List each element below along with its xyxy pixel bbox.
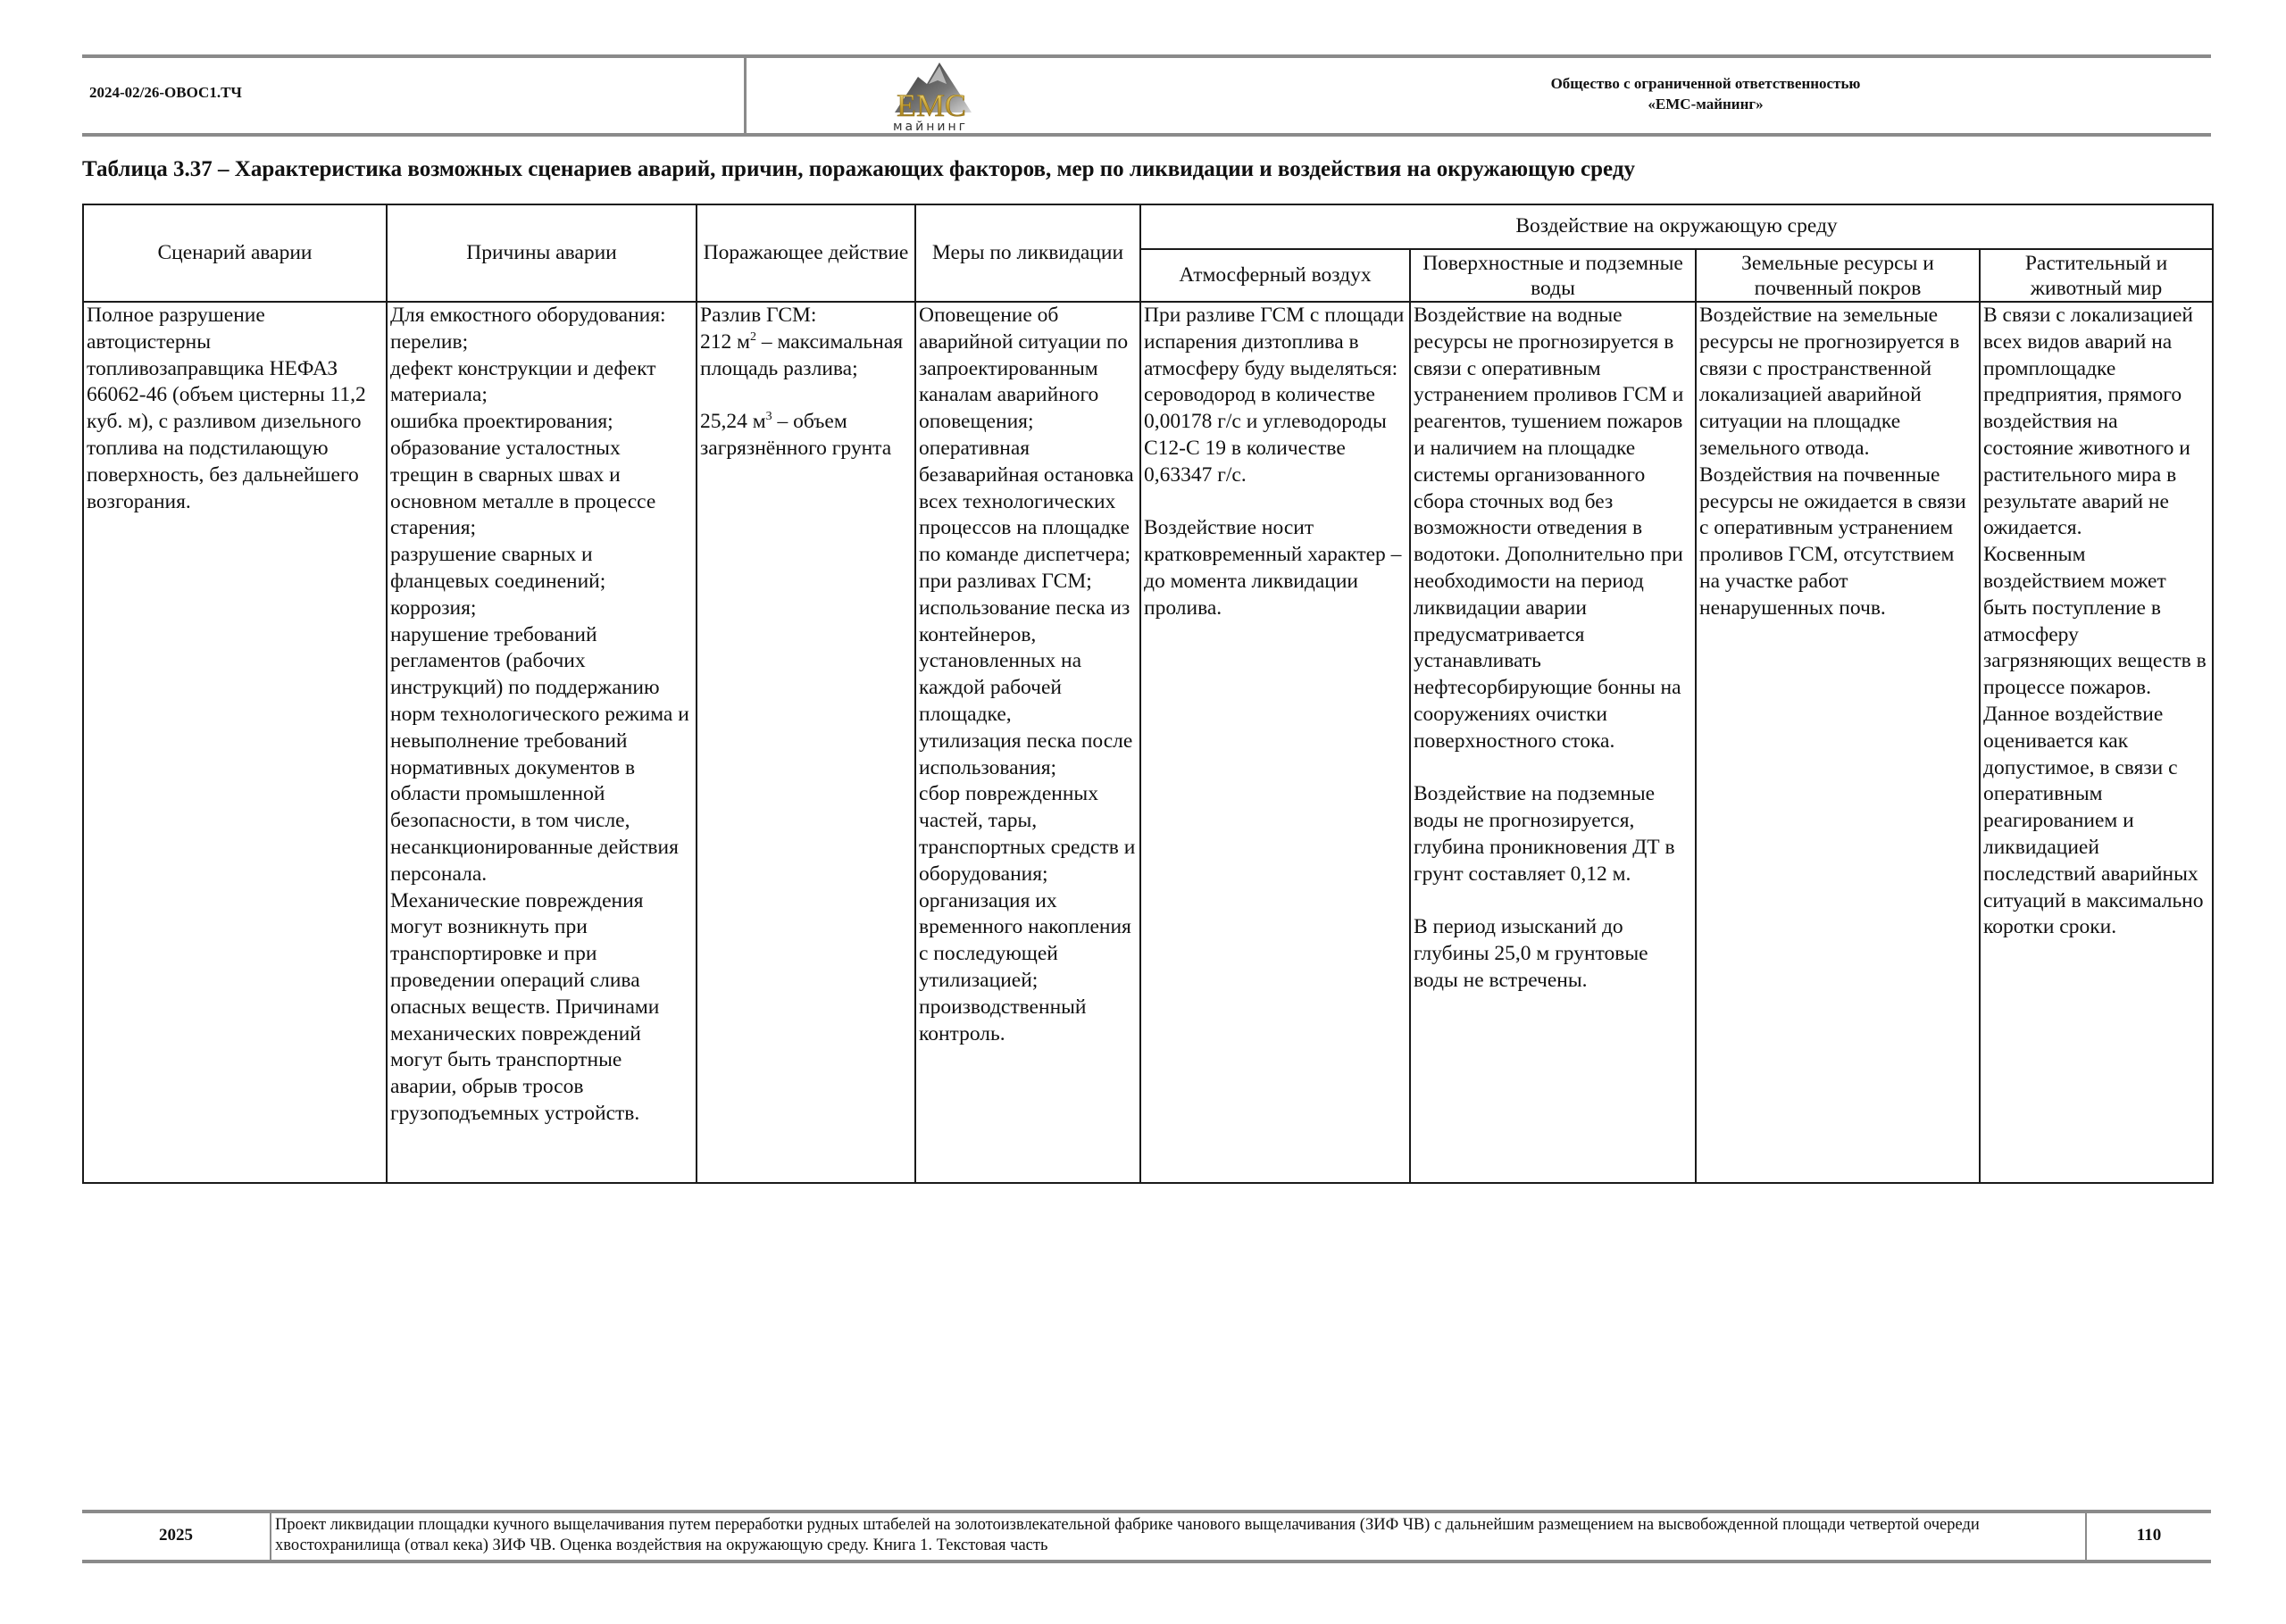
cell-flora-fauna	[1980, 302, 2213, 1183]
table-row	[83, 302, 2213, 1183]
land-text: Воздействие на земельные ресурсы не прогнозируется в связи с пространственной локализацией аварийной ситуации на площадке земельного отвода. Воздействия на почвенные ресурсы не ожидается в связи с оперативным устранением проливов ГСМ, отсутствием на участке работ ненарушенных почв.	[1699, 304, 1966, 620]
header-environmental-impact: Воздействие на окружающую среду	[1140, 204, 2213, 249]
svg-text:EMC: EMC	[897, 87, 967, 123]
cell-atmospheric-air	[1140, 302, 1410, 1183]
cell-land-soil	[1696, 302, 1980, 1183]
footer-bottom-rule	[82, 1560, 2211, 1563]
cell-damaging-action	[697, 302, 915, 1183]
cell-causes	[387, 302, 697, 1183]
air-paragraph-2: Воздействие носит кратковременный характер – до момента ликвидации пролива.	[1144, 516, 1402, 620]
soil-volume	[700, 409, 912, 462]
soil-volume-description: – объем загрязнённого грунта	[700, 410, 892, 460]
soil-volume-unit-exponent: 3	[765, 410, 772, 424]
footer-project-description: Проект ликвидации площадки кучного выщелачивания путем переработки рудных штабелей на золотоизвлекательной фабрике чанового выщелачивания (ЗИФ ЧВ) с дальнейшим размещением на высвобожденной площади четвертой очереди хвостохранилища (отвал кека) ЗИФ ЧВ. Оценка воздействия на окружающую среду. Книга 1. Текстовая часть	[275, 1516, 1980, 1554]
table-caption: Таблица 3.37 – Характеристика возможных сценариев аварий, причин, поражающих факторов, мер по ликвидации и воздействия на окружающую среду	[82, 157, 1635, 181]
svg-text:майнинг: майнинг	[893, 120, 968, 134]
company-logo	[875, 57, 991, 134]
header-flora-fauna: Растительный и животный мир	[1980, 249, 2213, 302]
water-paragraph-1: Воздействие на водные ресурсы не прогнозируется в связи с оперативным устранением проливов ГСМ и реагентов, тушением пожаров и наличием на площадке системы организованного сбора сточных вод без возможности отведения в водотоки. Дополнительно при необходимости на период ликвидации аварии предусматривается устанавливать нефтесорбирующие бонны на сооружениях очистки поверхностного стока.	[1414, 304, 1684, 753]
cell-scenario	[83, 302, 387, 1183]
footer-year: 2025	[159, 1526, 193, 1545]
cell-liquidation-measures	[915, 302, 1140, 1183]
scenario-text: Полное разрушение автоцистерны топливозаправщика НЕФАЗ 66062-46 (объем цистерны 11,2 куб. м), с разливом дизельного топлива на подстилающую поверхность, без дальнейшего возгорания.	[87, 304, 366, 513]
water-paragraph-2: Воздействие на подземные воды не прогнозируется, глубина проникновения ДТ в грунт составляет 0,12 м.	[1414, 782, 1675, 886]
company-name	[1393, 73, 2018, 114]
header-surface-ground-water: Поверхностные и подземные воды	[1410, 249, 1696, 302]
causes-text: Для емкостного оборудования: перелив; дефект конструкции и дефект материала; ошибка проектирования; образование усталостных трещин в сварных швах и основном металле в процессе старения; разрушение сварных и фланцевых соединений; коррозия; нарушение требований регламентов (рабочих инструкций) по поддержанию норм технологического режима и невыполнение требований нормативных документов в области промышленной безопасности, в том числе, несанкционированные действия персонала. Механические повреждения могут возникнуть при транспортировке и при проведении операций слива опасных веществ. Причинами механических повреждений могут быть транспортные аварии, обрыв тросов грузоподъемных устройств.	[390, 304, 689, 1125]
mountain-logo-icon	[875, 57, 991, 134]
header-scenario: Сценарий аварии	[83, 204, 387, 302]
header-causes: Причины аварии	[387, 204, 697, 302]
accident-scenarios-table	[82, 204, 2214, 1184]
measures-text: Оповещение об аварийной ситуации по запроектированным каналам аварийного оповещения; оперативная безаварийная остановка всех технологических процессов на площадке по команде диспетчера; при разливах ГСМ; использование песка из контейнеров, установленных на каждой рабочей площадке, утилизация песка после использования; сбор поврежденных частей, тары, транспортных средств и оборудования; организация их временного накопления с последующей утилизацией; производственный контроль.	[919, 304, 1136, 1045]
footer-top-rule	[82, 1510, 2211, 1513]
company-name-line2: «ЕМС-майнинг»	[1648, 96, 1764, 112]
header-divider	[744, 55, 747, 136]
spill-area-value: 212 м	[700, 329, 750, 354]
header-atmospheric-air: Атмосферный воздух	[1140, 249, 1410, 302]
cell-surface-ground-water	[1410, 302, 1696, 1183]
soil-volume-value: 25,24 м	[700, 410, 766, 434]
spill-area-unit-exponent: 2	[750, 329, 756, 344]
biota-text: В связи с локализацией всех видов аварий на промплощадке предприятия, прямого воздействия на состояние животного и растительного мира в результате аварий не ожидается. Косвенным воздействием может быть поступление в атмосферу загрязняющих веществ в процессе пожаров. Данное воздействие оценивается как допустимое, в связи с оперативным реагированием и ликвидацией последствий аварийных ситуаций в максимально коротки сроки.	[1983, 304, 2207, 939]
damaging-line1: Разлив ГСМ:	[700, 304, 817, 327]
document-code: 2024-02/26-ОВОС1.ТЧ	[89, 84, 242, 101]
header-liquidation-measures: Меры по ликвидации	[915, 204, 1140, 302]
header-top-rule	[82, 54, 2211, 58]
footer-divider-left	[270, 1512, 271, 1562]
spill-area-description: – максимальная площадь разлива;	[700, 329, 904, 380]
water-paragraph-3: В период изысканий до глубины 25,0 м грунтовые воды не встречены.	[1414, 915, 1648, 992]
header-damaging-action: Поражающее действие	[697, 204, 915, 302]
spill-area	[700, 329, 912, 383]
header-land-soil: Земельные ресурсы и почвенный покров	[1696, 249, 1980, 302]
company-name-line1: Общество с ограниченной ответственностью	[1550, 75, 1861, 92]
air-paragraph-1: При разливе ГСМ с площади испарения дизтоплива в атмосферу буду выделяться: сероводород в количестве 0,00178 г/с и углеводороды С12-С 19 в количестве 0,63347 г/с.	[1144, 304, 1405, 487]
header-bottom-rule	[82, 133, 2211, 137]
page-number: 110	[2136, 1526, 2162, 1545]
